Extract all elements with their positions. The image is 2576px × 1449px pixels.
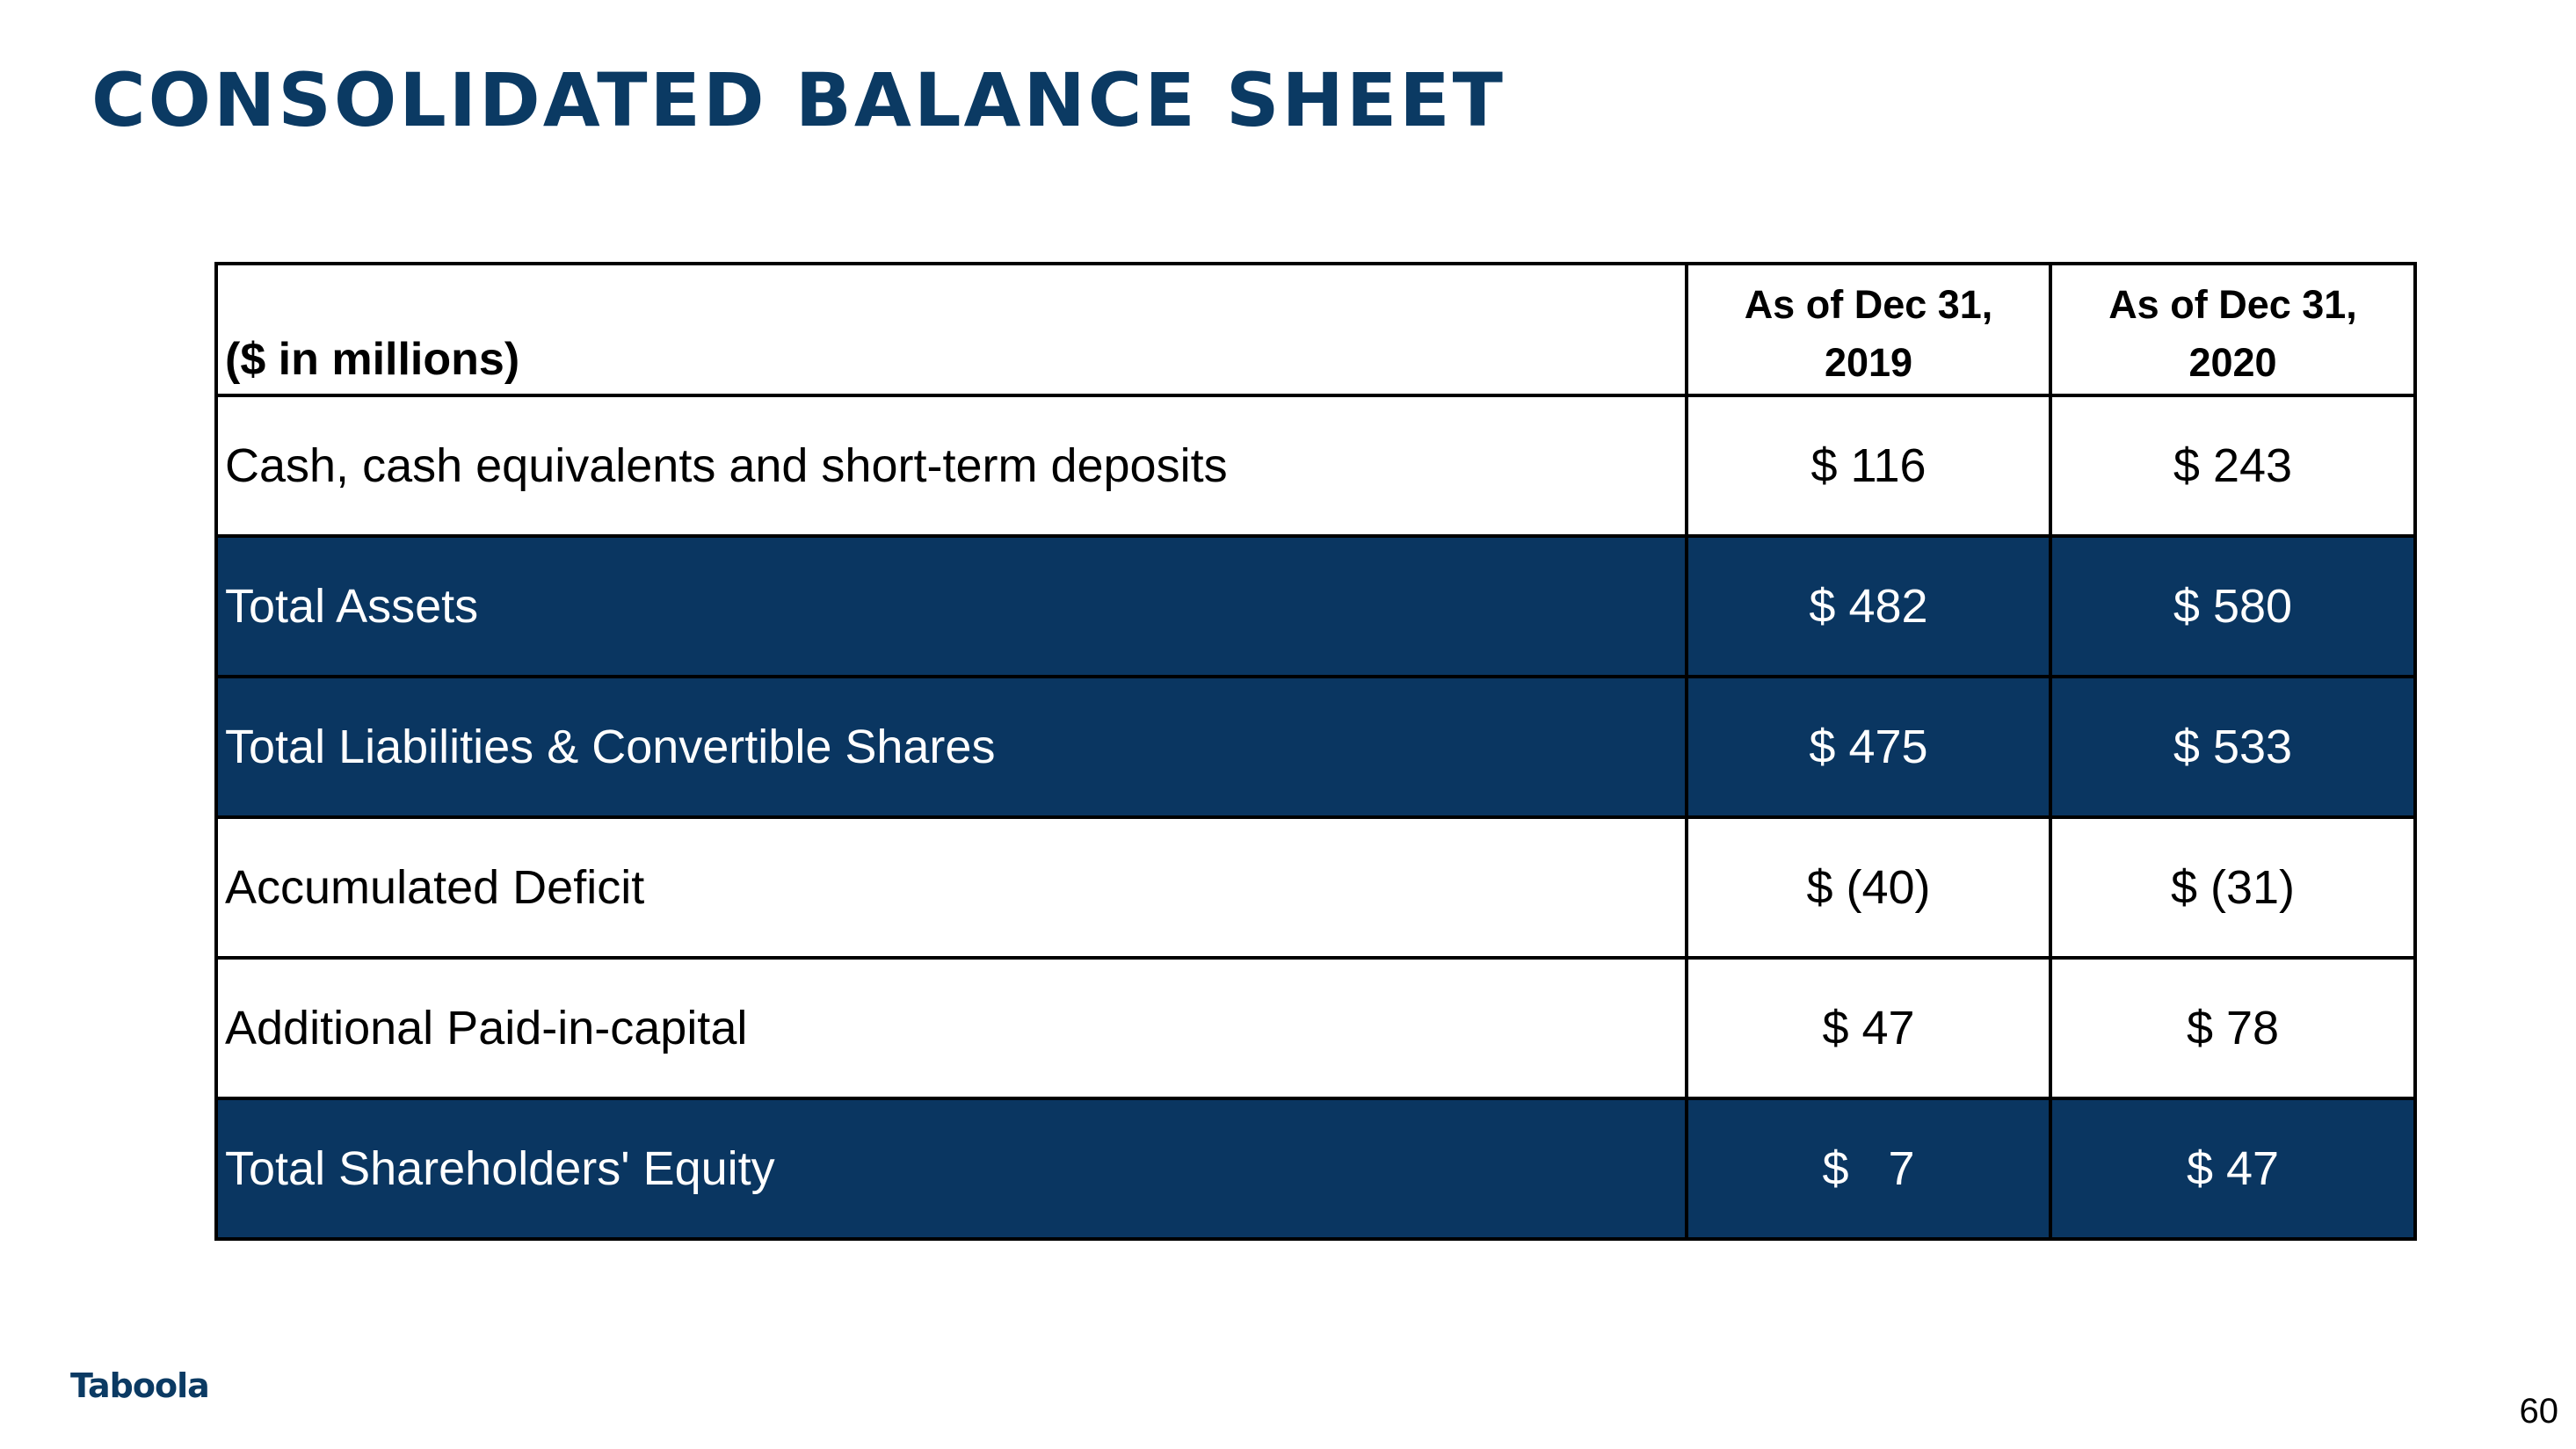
column-header-2020-line1: As of Dec 31, — [2108, 282, 2357, 327]
column-header-2019-year: 2019 — [1824, 340, 1913, 385]
row-label: Cash, cash equivalents and short-term deposits — [216, 395, 1687, 536]
units-header: ($ in millions) — [216, 264, 1687, 395]
row-cash — [216, 395, 2415, 536]
row-additional-paid-in-capital — [216, 958, 2415, 1098]
value-2019: $ (40) — [1687, 817, 2050, 958]
value-2020: $ 580 — [2050, 536, 2415, 677]
balance-sheet-table — [214, 262, 2417, 1241]
value-2019: $ 116 — [1687, 395, 2050, 536]
row-label: Accumulated Deficit — [216, 817, 1687, 958]
taboola-logo: Taboola — [70, 1366, 209, 1405]
table-header-row — [216, 264, 2415, 395]
row-label: Total Shareholders' Equity — [216, 1098, 1687, 1239]
value-2020: $ 533 — [2050, 677, 2415, 817]
value-2019: $ 7 — [1687, 1098, 2050, 1239]
value-2020: $ 78 — [2050, 958, 2415, 1098]
value-2019: $ 47 — [1687, 958, 2050, 1098]
row-label: Additional Paid-in-capital — [216, 958, 1687, 1098]
row-total-shareholders-equity — [216, 1098, 2415, 1239]
column-header-2020 — [2050, 264, 2415, 395]
row-total-liabilities — [216, 677, 2415, 817]
value-2020: $ 47 — [2050, 1098, 2415, 1239]
column-header-2019-line1: As of Dec 31, — [1744, 282, 1993, 327]
slide-title: CONSOLIDATED BALANCE SHEET — [91, 57, 1506, 143]
row-label: Total Assets — [216, 536, 1687, 677]
row-label: Total Liabilities & Convertible Shares — [216, 677, 1687, 817]
value-2020: $ (31) — [2050, 817, 2415, 958]
value-2019: $ 482 — [1687, 536, 2050, 677]
row-total-assets — [216, 536, 2415, 677]
column-header-2019 — [1687, 264, 2050, 395]
column-header-2020-year: 2020 — [2188, 340, 2277, 385]
value-2020: $ 243 — [2050, 395, 2415, 536]
row-accumulated-deficit — [216, 817, 2415, 958]
value-2019: $ 475 — [1687, 677, 2050, 817]
page-number: 60 — [2519, 1392, 2558, 1431]
